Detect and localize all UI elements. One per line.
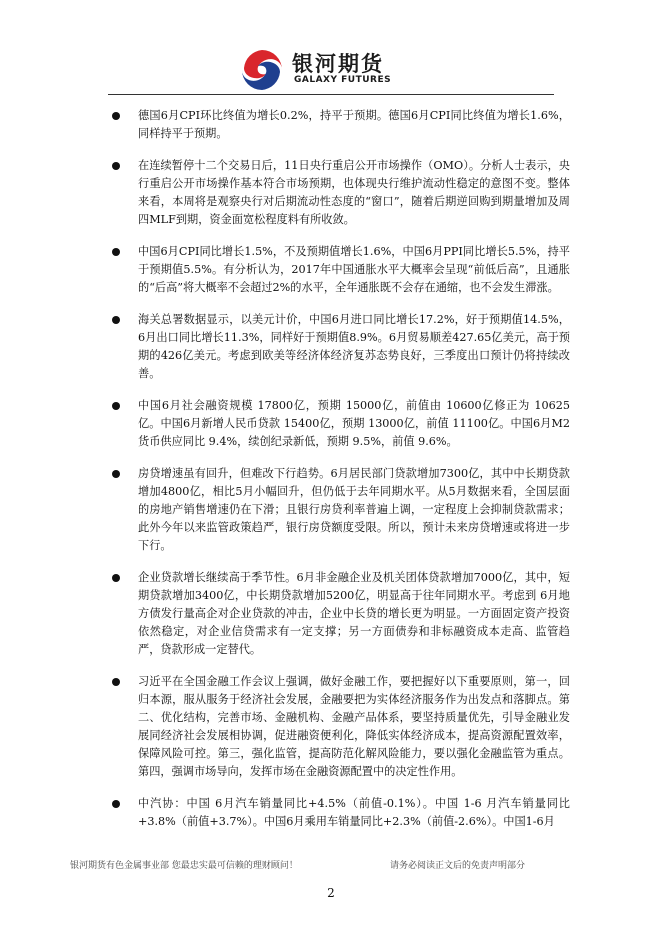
bullet-icon <box>112 402 120 410</box>
list-item <box>108 311 570 383</box>
galaxy-logo-icon <box>240 48 284 92</box>
bullet-icon <box>112 470 120 478</box>
bullet-icon <box>112 112 120 120</box>
list-item <box>108 397 570 451</box>
list-item <box>108 569 570 659</box>
list-item-text: 在连续暂停十二个交易日后，11日央行重启公开市场操作（OMO）。分析人士表示，央行重启公开市场操作基本符合市场预期，也体现央行维护流动性稳定的意图不变。整体来看，本周将是观察央行对后期流动性态度的“窗口”，随着后期逆回购到期量增加及周四MLF到期，资金面宽松程度料有所收敛。 <box>138 159 570 226</box>
bullet-icon <box>112 678 120 686</box>
footer-disclaimer: 请务必阅读正文后的免责声明部分 <box>390 861 526 871</box>
page-header <box>0 0 662 96</box>
list-item-text: 中国6月社会融资规模 17800亿，预期 15000亿，前值由 10600亿修正为 10625亿。中国6月新增人民币贷款 15400亿，预期 13000亿，前值 11100亿。中国6月M2货币供应同比 9.4%，续创纪录新低，预期 9.5%，前值 9.6%。 <box>138 399 570 448</box>
list-item-text: 企业贷款增长继续高于季节性。6月非金融企业及机关团体贷款增加7000亿，其中，短期贷款增加3400亿，中长期贷款增加5200亿，明显高于往年同期水平。考虑到 6月地方债发行量高企对企业贷款的冲击，企业中长贷的增长更为明显。一方面固定资产投资依然稳定，对企业信贷需求有一定支撑；另一方面债券和非标融资成本走高、监管趋严，贷款形成一定替代。 <box>138 571 570 656</box>
bullet-icon <box>112 162 120 170</box>
list-item <box>108 157 570 229</box>
bullet-icon <box>112 248 120 256</box>
list-item <box>108 465 570 555</box>
bullet-icon <box>112 800 120 808</box>
page-number: 2 <box>327 886 335 900</box>
list-item-text: 房贷增速虽有回升，但难改下行趋势。6月居民部门贷款增加7300亿，其中中长期贷款增加4800亿，相比5月小幅回升，但仍低于去年同期水平。从5月数据来看，全国层面的房地产销售增速仍在下滑；且银行房贷利率普遍上调，一定程度上会抑制贷款需求；此外今年以来监管政策趋严，银行房贷额度受限。所以，预计未来房贷增速或将进一步下行。 <box>138 467 570 552</box>
list-item-text: 海关总署数据显示，以美元计价，中国6月进口同比增长17.2%，好于预期值14.5%，6月出口同比增长11.3%，同样好于预期值8.9%。6月贸易顺差427.65亿美元，高于预期的426亿美元。考虑到欧美等经济体经济复苏态势良好，三季度出口预计仍将持续改善。 <box>138 313 570 380</box>
bullet-icon <box>112 316 120 324</box>
bullet-icon <box>112 574 120 582</box>
header-divider <box>108 94 554 95</box>
list-item-text: 中汽协：中国 6月汽车销量同比+4.5%（前值-0.1%）。中国 1-6 月汽车销量同比+3.8%（前值+3.7%）。中国6月乘用车销量同比+2.3%（前值-2.6%）。中国1-6月 <box>138 797 570 828</box>
list-item <box>108 673 570 781</box>
brand-name-cn: 银河期货 <box>292 52 384 76</box>
list-item <box>108 107 570 143</box>
list-item-text: 德国6月CPI环比终值为增长0.2%，持平于预期。德国6月CPI同比终值为增长1.6%，同样持平于预期。 <box>138 109 570 140</box>
footer-tagline: 银河期货有色金属事业部 您最忠实最可信赖的理财顾问！ <box>70 861 298 871</box>
list-item-text: 习近平在全国金融工作会议上强调，做好金融工作，要把握好以下重要原则，第一，回归本源，服从服务于经济社会发展，金融要把为实体经济服务作为出发点和落脚点。第二、优化结构，完善市场、金融机构、金融产品体系，要坚持质量优先，引导金融业发展同经济社会发展相协调，促进融资便利化，降低实体经济成本，提高资源配置效率，保障风险可控。第三，强化监管，提高防范化解风险能力，要以强化金融监管为重点。第四，强调市场导向，发挥市场在金融资源配置中的决定性作用。 <box>138 675 570 778</box>
brand-name-en: GALAXY FUTURES <box>294 75 392 85</box>
list-item <box>108 795 570 831</box>
list-item <box>108 243 570 297</box>
list-item-text: 中国6月CPI同比增长1.5%，不及预期值增长1.6%，中国6月PPI同比增长5.5%，持平于预期值5.5%。有分析认为，2017年中国通胀水平大概率会呈现“前低后高”，且通胀的“后高”将大概率不会超过2%的水平，全年通胀既不会存在通缩，也不会发生滞涨。 <box>138 245 570 294</box>
bullet-list <box>108 96 570 845</box>
